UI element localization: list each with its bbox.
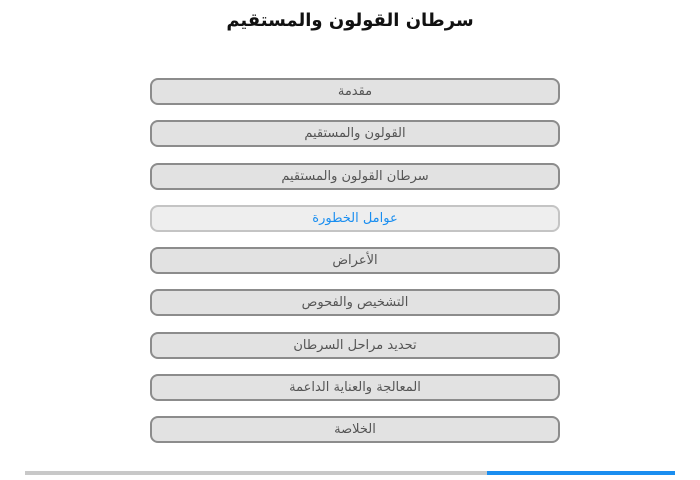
page-title: سرطان القولون والمستقيم [226,10,474,31]
progress-bar [25,471,675,475]
chapter-menu [150,78,560,458]
menu-item-summary[interactable]: الخلاصة [150,416,560,443]
menu-item-symptoms[interactable]: الأعراض [150,247,560,274]
menu-item-introduction[interactable]: مقدمة [150,78,560,105]
menu-item-colorectal-cancer[interactable]: سرطان القولون والمستقيم [150,163,560,190]
menu-item-treatment-and-supportive-care[interactable]: المعالجة والعناية الداعمة [150,374,560,401]
menu-item-diagnosis-and-tests[interactable]: التشخيص والفحوص [150,289,560,316]
menu-item-colon-and-rectum[interactable]: القولون والمستقيم [150,120,560,147]
menu-item-cancer-staging[interactable]: تحديد مراحل السرطان [150,332,560,359]
menu-item-risk-factors[interactable]: عوامل الخطورة [150,205,560,232]
progress-bar-fill [487,471,676,475]
